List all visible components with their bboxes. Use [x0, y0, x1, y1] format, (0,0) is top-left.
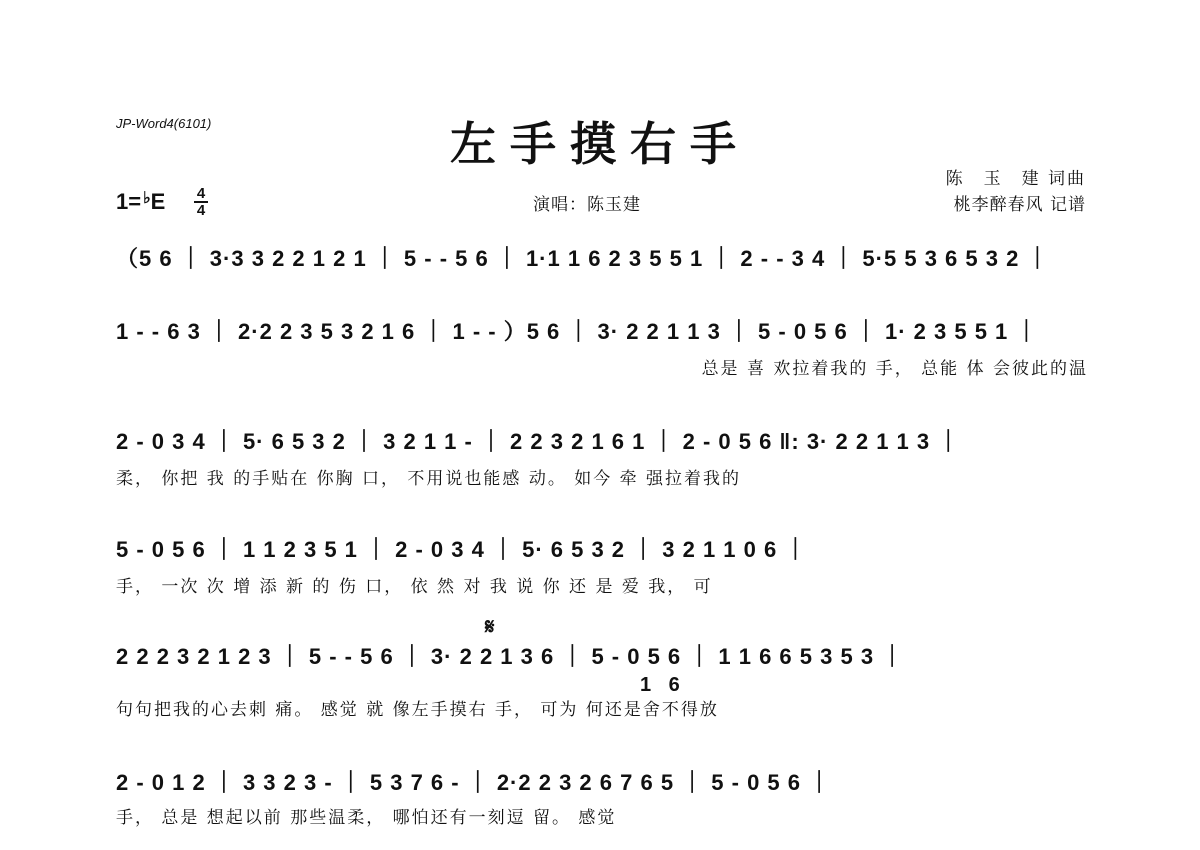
score-row-5 [116, 642, 1088, 720]
notation-line: 2 - 0 3 4 ｜ 5· 6 5 3 2 ｜ 3 2 1 1 - ｜ 2 2 3 2 1 6 1 ｜ 2 - 0 5 6 ‖: 3· 2 2 1 1 3 ｜ [116, 429, 961, 454]
key-prefix: 1= [116, 189, 142, 214]
singer-label: 演唱：陈玉建 [533, 195, 641, 215]
meter-bottom: 4 [196, 202, 206, 219]
segno-sign: 𝄋 [485, 614, 495, 640]
credit-transcribed: 桃李醉春风 记谱 [953, 195, 1086, 215]
score-row-3 [116, 427, 1088, 489]
alternate-notes: 1 6 [640, 674, 686, 696]
software-label: JP-Word4(6101) [116, 116, 212, 131]
score-row-2 [116, 317, 1088, 379]
notation-line: 5 - 0 5 6 ｜ 1 1 2 3 5 1 ｜ 2 - 0 3 4 ｜ 5· 6 5 3 2 ｜ 3 2 1 1 0 6 ｜ [116, 537, 808, 562]
lyric-line: 柔， 你把 我 的手贴在 你胸 口， 不用说也能感 动。 如今 牵 强拉着我的 [116, 469, 742, 489]
lyric-line: 手， 一次 次 增 添 新 的 伤 口， 依 然 对 我 说 你 还 是 爱 我， 可 [116, 577, 713, 597]
score-row-1 [116, 244, 1088, 306]
song-title: 左手摸右手 [450, 117, 750, 171]
meter-top: 4 [196, 185, 206, 202]
key-letter: E [150, 189, 166, 214]
notation-line: （5 6 ｜ 3·3 3 2 2 1 2 1 ｜ 5 - - 5 6 ｜ 1·1 1 6 2 3 5 5 1 ｜ 2 - - 3 4 ｜ 5·5 5 3 6 5 3 2 ｜ [116, 246, 1050, 271]
lyric-line [116, 284, 1088, 308]
lyric-line: 总是 喜 欢拉着我的 手， 总能 体 会彼此的温 [701, 359, 1088, 379]
flat-sign: ♭ [143, 190, 151, 207]
notation-line: 2 2 2 3 2 1 2 3 ｜ 5 - - 5 6 ｜ 3· 2 2 1 3 6 ｜ 5 - 0 5 6 ｜ 1 1 6 6 5 3 5 3 ｜ [116, 644, 905, 669]
notation-line: 1 - - 6 3 ｜ 2·2 2 3 5 3 2 1 6 ｜ 1 - - ）5 6 ｜ 3· 2 2 1 1 3 ｜ 5 - 0 5 6 ｜ 1· 2 3 5 5 1 ｜ [116, 319, 1039, 344]
key-signature [116, 188, 165, 215]
score-row-6 [116, 768, 1088, 830]
lyric-line: 句句把我的心去刺 痛。 感觉 就 像左手摸右 手， 可为 何还是舍不得放 [116, 700, 719, 720]
credit-lyrics-music: 陈 玉 建 词曲 [945, 169, 1086, 189]
lyric-line: 手， 总是 想起以前 那些温柔， 哪怕还有一刻逗 留。 感觉 [116, 808, 617, 828]
time-signature [193, 186, 209, 218]
score-row-4 [116, 535, 1088, 597]
notation-line: 2 - 0 1 2 ｜ 3 3 2 3 - ｜ 5 3 7 6 - ｜ 2·2 2 3 2 6 7 6 5 ｜ 5 - 0 5 6 ｜ [116, 770, 832, 795]
